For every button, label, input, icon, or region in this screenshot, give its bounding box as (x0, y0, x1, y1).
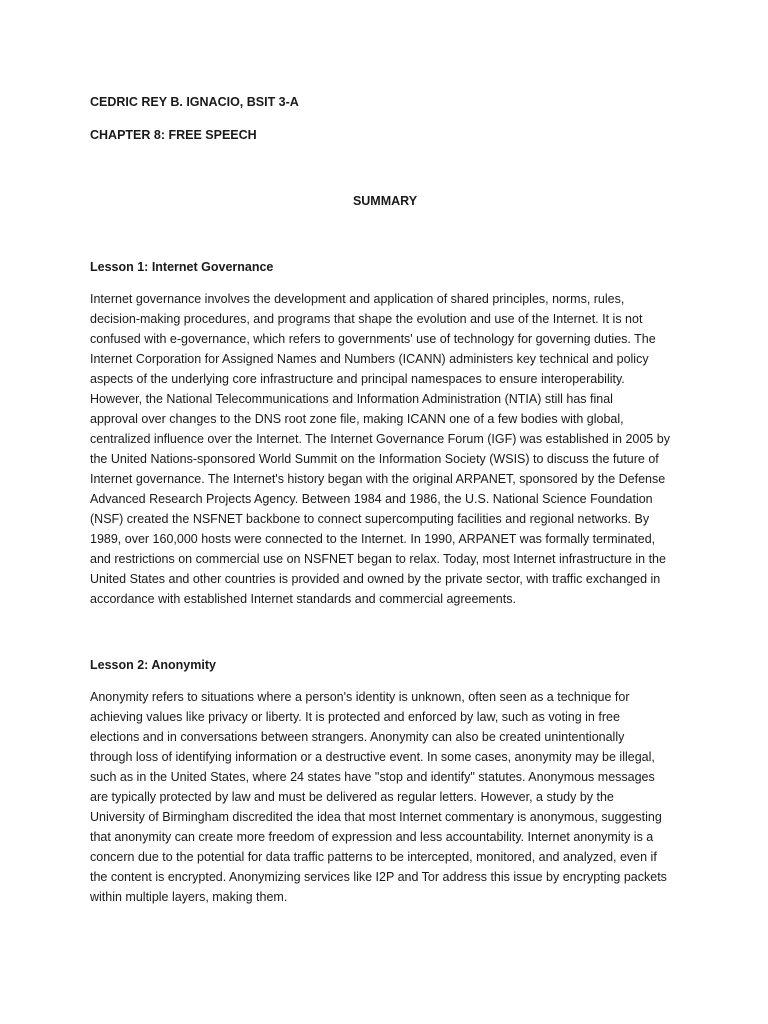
paragraph-line: However, the National Telecommunications and Information Administration (NTIA) still has final (90, 392, 613, 406)
paragraph-line: are typically protected by law and must be delivered as regular letters. However, a study by the (90, 790, 614, 804)
lesson-2-title: Lesson 2: Anonymity (90, 658, 216, 672)
paragraph-line: approval over changes to the DNS root zone file, making ICANN one of a few bodies with global, (90, 412, 624, 426)
paragraph-line: centralized influence over the Internet. The Internet Governance Forum (IGF) was established in 2005 by (90, 432, 670, 446)
author-line: CEDRIC REY B. IGNACIO, BSIT 3-A (90, 95, 299, 109)
paragraph-line: and restrictions on commercial use on NSFNET began to relax. Today, most Internet infrastructure in the (90, 552, 666, 566)
paragraph-line: elections and in conversations between strangers. Anonymity can also be created unintentionally (90, 730, 625, 744)
paragraph-line: decision-making procedures, and programs that shape the evolution and use of the Internet. It is not (90, 312, 643, 326)
paragraph-line: Anonymity refers to situations where a person's identity is unknown, often seen as a technique for (90, 690, 630, 704)
paragraph-line: achieving values like privacy or liberty. It is protected and enforced by law, such as voting in free (90, 710, 620, 724)
paragraph-line: United States and other countries is provided and owned by the private sector, with traffic exchanged in (90, 572, 661, 586)
paragraph-line: University of Birmingham discredited the idea that most Internet commentary is anonymous, suggesting (90, 810, 662, 824)
paragraph-line: within multiple layers, making them. (90, 890, 288, 904)
paragraph-line: accordance with established Internet standards and commercial agreements. (90, 592, 516, 606)
paragraph-line: the United Nations-sponsored World Summit on the Information Society (WSIS) to discuss the future of (90, 452, 659, 466)
chapter-title: CHAPTER 8: FREE SPEECH (90, 128, 257, 142)
paragraph-line: that anonymity can create more freedom of expression and less accountability. Internet anonymity is a (90, 830, 654, 844)
lesson-1-body (90, 289, 680, 609)
lesson-2-body (90, 687, 680, 907)
paragraph-line: (NSF) created the NSFNET backbone to connect supercomputing facilities and regional networks. By (90, 512, 650, 526)
paragraph-line: Internet Corporation for Assigned Names and Numbers (ICANN) administers key technical and policy (90, 352, 649, 366)
paragraph-line: Advanced Research Projects Agency. Between 1984 and 1986, the U.S. National Science Foundation (90, 492, 653, 506)
lesson-1-title: Lesson 1: Internet Governance (90, 260, 274, 274)
paragraph-line: 1989, over 160,000 hosts were connected to the Internet. In 1990, ARPANET was formally terminated, (90, 532, 656, 546)
paragraph-line: aspects of the underlying core infrastructure and principal namespaces to ensure interoperability. (90, 372, 625, 386)
paragraph-line: through loss of identifying information or a destructive event. In some cases, anonymity may be illegal, (90, 750, 655, 764)
paragraph-line: confused with e-governance, which refers to governments' use of technology for governing duties. The (90, 332, 656, 346)
paragraph-line: such as in the United States, where 24 states have "stop and identify" statutes. Anonymous messages (90, 770, 655, 784)
paragraph-line: concern due to the potential for data traffic patterns to be intercepted, monitored, and analyzed, even if (90, 850, 657, 864)
paragraph-line: the content is encrypted. Anonymizing services like I2P and Tor address this issue by encrypting packets (90, 870, 667, 884)
paragraph-line: Internet governance involves the development and application of shared principles, norms, rules, (90, 292, 625, 306)
section-title: SUMMARY (352, 194, 418, 208)
document-page (90, 0, 680, 1024)
paragraph-line: Internet governance. The Internet's history began with the original ARPANET, sponsored by the Defense (90, 472, 666, 486)
